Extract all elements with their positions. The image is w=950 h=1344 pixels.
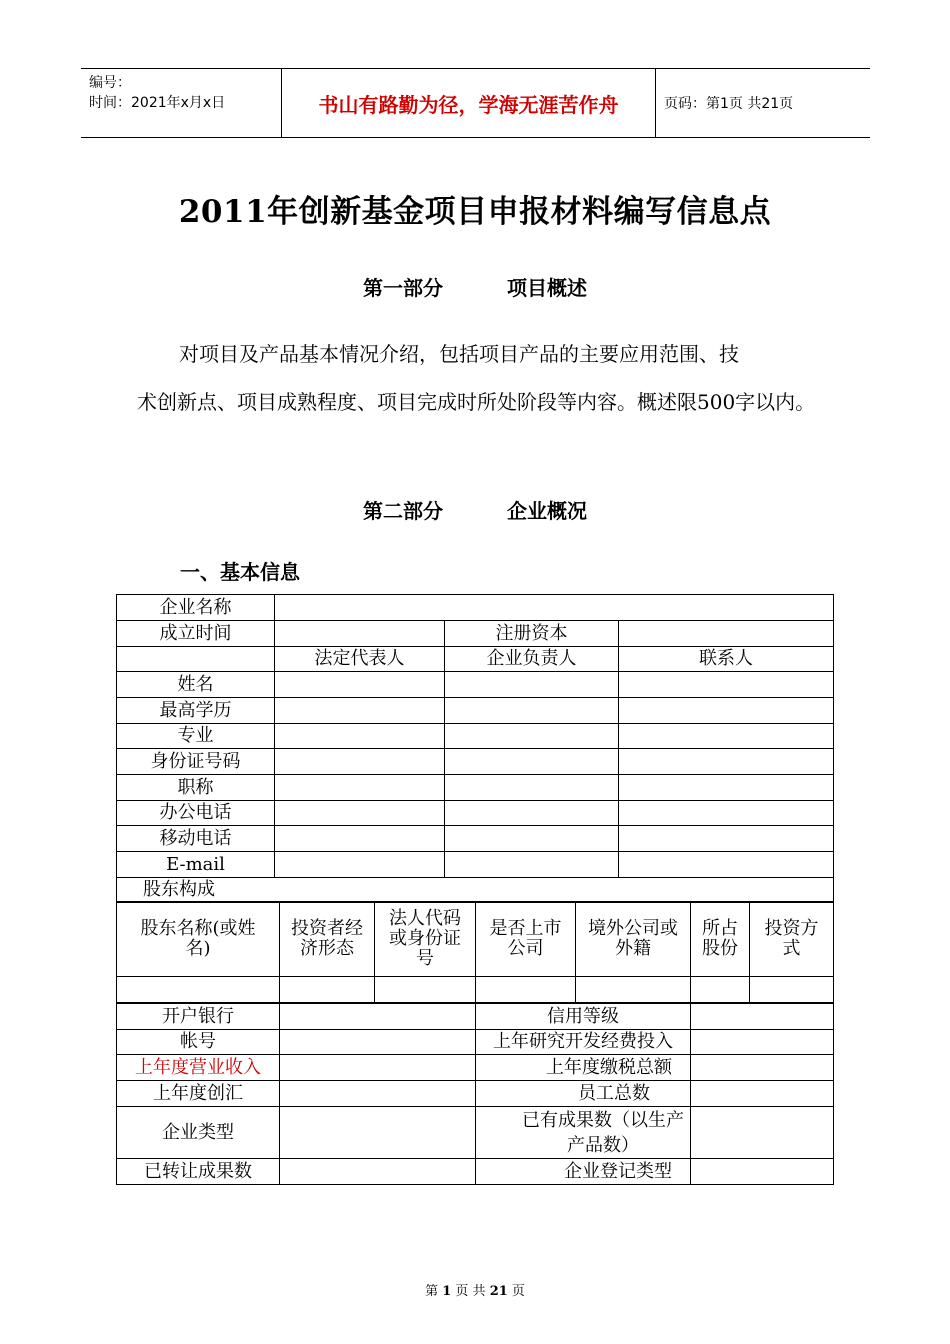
finance-table [116, 1003, 834, 1185]
input-cell[interactable] [275, 775, 445, 801]
tax-field[interactable] [691, 1055, 834, 1081]
row-label: 专业 [117, 724, 275, 749]
input-cell[interactable] [619, 672, 834, 698]
row-label: 身份证号码 [117, 749, 275, 775]
bank-field[interactable] [280, 1004, 476, 1030]
input-cell[interactable] [375, 977, 476, 1003]
input-cell[interactable] [476, 977, 576, 1003]
part1-label: 第一部分 [363, 276, 443, 300]
header-date: 时间：2021年x月x日 [89, 95, 226, 111]
input-cell[interactable] [280, 977, 375, 1003]
row-label: 姓名 [117, 672, 275, 698]
company-name-field[interactable] [275, 595, 834, 621]
row-label: 移动电话 [117, 826, 275, 852]
input-cell[interactable] [619, 852, 834, 878]
sh-header-code: 法人代码或身份证号 [375, 902, 476, 977]
input-cell[interactable] [619, 801, 834, 826]
footer-mid: 页 共 [455, 1284, 486, 1299]
shareholders-section-label: 股东构成 [117, 878, 834, 903]
registration-type-field[interactable] [691, 1159, 834, 1185]
header-page-info: 页码：第1页 共21页 [664, 96, 794, 112]
forex-field[interactable] [280, 1081, 476, 1107]
sh-header-listed: 是否上市公司 [476, 902, 576, 977]
forex-label: 上年度创汇 [117, 1081, 280, 1107]
input-cell[interactable] [619, 724, 834, 749]
established-field[interactable] [275, 621, 445, 647]
input-cell[interactable] [445, 801, 619, 826]
sh-header-invest-method: 投资方式 [750, 902, 834, 977]
tax-label: 上年度缴税总额 [476, 1055, 691, 1081]
employees-field[interactable] [691, 1081, 834, 1107]
row-label: 最高学历 [117, 698, 275, 724]
part1-text-line1: 对项目及产品基本情况介绍，包括项目产品的主要应用范围、技 [179, 342, 739, 366]
footer-pre: 第 [425, 1284, 439, 1299]
shareholder-table [116, 901, 834, 1003]
input-cell[interactable] [275, 852, 445, 878]
registered-capital-label: 注册资本 [445, 621, 619, 647]
input-cell[interactable] [619, 749, 834, 775]
input-cell[interactable] [691, 977, 750, 1003]
footer-post: 页 [511, 1284, 525, 1299]
credit-field[interactable] [691, 1004, 834, 1030]
company-name-label: 企业名称 [117, 595, 275, 621]
manager-header: 企业负责人 [445, 647, 619, 672]
sh-header-foreign: 境外公司或外籍 [576, 902, 691, 977]
contact-header: 联系人 [619, 647, 834, 672]
employees-label: 员工总数 [476, 1081, 691, 1107]
results-field[interactable] [691, 1107, 834, 1159]
input-cell[interactable] [445, 724, 619, 749]
part1-name: 项目概述 [507, 276, 587, 300]
input-cell[interactable] [750, 977, 834, 1003]
account-label: 帐号 [117, 1030, 280, 1055]
credit-label: 信用等级 [476, 1004, 691, 1030]
input-cell[interactable] [275, 724, 445, 749]
company-type-label: 企业类型 [117, 1107, 280, 1159]
input-cell[interactable] [445, 826, 619, 852]
input-cell[interactable] [275, 749, 445, 775]
input-cell[interactable] [445, 698, 619, 724]
row-label: 职称 [117, 775, 275, 801]
part2-heading [0, 495, 950, 524]
header-motto: 书山有路勤为径，学海无涯苦作舟 [282, 69, 656, 137]
basic-info-table [116, 594, 834, 903]
transferred-label: 已转让成果数 [117, 1159, 280, 1185]
registration-type-label: 企业登记类型 [476, 1159, 691, 1185]
sh-header-share: 所占股份 [691, 902, 750, 977]
part1-heading [0, 272, 950, 301]
company-type-field[interactable] [280, 1107, 476, 1159]
legal-rep-header: 法定代表人 [275, 647, 445, 672]
results-label: 已有成果数（以生产产品数） [476, 1107, 691, 1159]
input-cell[interactable] [275, 826, 445, 852]
input-cell[interactable] [445, 672, 619, 698]
input-cell[interactable] [445, 852, 619, 878]
revenue-label: 上年度营业收入 [117, 1055, 280, 1081]
sh-header-name: 股东名称(或姓名) [117, 902, 280, 977]
registered-capital-field[interactable] [619, 621, 834, 647]
rd-investment-field[interactable] [691, 1030, 834, 1055]
page-header [81, 68, 870, 138]
row-label: 办公电话 [117, 801, 275, 826]
input-cell[interactable] [619, 698, 834, 724]
header-meta [81, 69, 282, 137]
input-cell[interactable] [619, 775, 834, 801]
input-cell[interactable] [275, 672, 445, 698]
sh-header-economic-form: 投资者经济形态 [280, 902, 375, 977]
input-cell[interactable] [576, 977, 691, 1003]
part2-label: 第二部分 [363, 499, 443, 523]
footer-total-pages: 21 [489, 1284, 508, 1299]
page-footer [0, 1280, 950, 1299]
revenue-field[interactable] [280, 1055, 476, 1081]
transferred-field[interactable] [280, 1159, 476, 1185]
blank-header-cell [117, 647, 275, 672]
account-field[interactable] [280, 1030, 476, 1055]
part2-name: 企业概况 [507, 499, 587, 523]
input-cell[interactable] [619, 826, 834, 852]
established-label: 成立时间 [117, 621, 275, 647]
part1-text-rest: 术创新点、项目成熟程度、项目完成时所处阶段等内容。概述限500字以内。 [137, 390, 816, 414]
input-cell[interactable] [275, 698, 445, 724]
footer-page-number: 1 [442, 1284, 452, 1299]
bank-label: 开户银行 [117, 1004, 280, 1030]
row-label: E-mail [117, 852, 275, 878]
part1-paragraph [137, 330, 817, 426]
input-cell[interactable] [445, 775, 619, 801]
rd-investment-label: 上年研究开发经费投入 [476, 1030, 691, 1055]
subsection-heading: 一、基本信息 [180, 560, 300, 584]
input-cell[interactable] [275, 801, 445, 826]
document-title: 2011年创新基金项目申报材料编写信息点 [178, 194, 772, 230]
input-cell[interactable] [445, 749, 619, 775]
header-number-label: 编号： [89, 75, 131, 91]
input-cell[interactable] [117, 977, 280, 1003]
